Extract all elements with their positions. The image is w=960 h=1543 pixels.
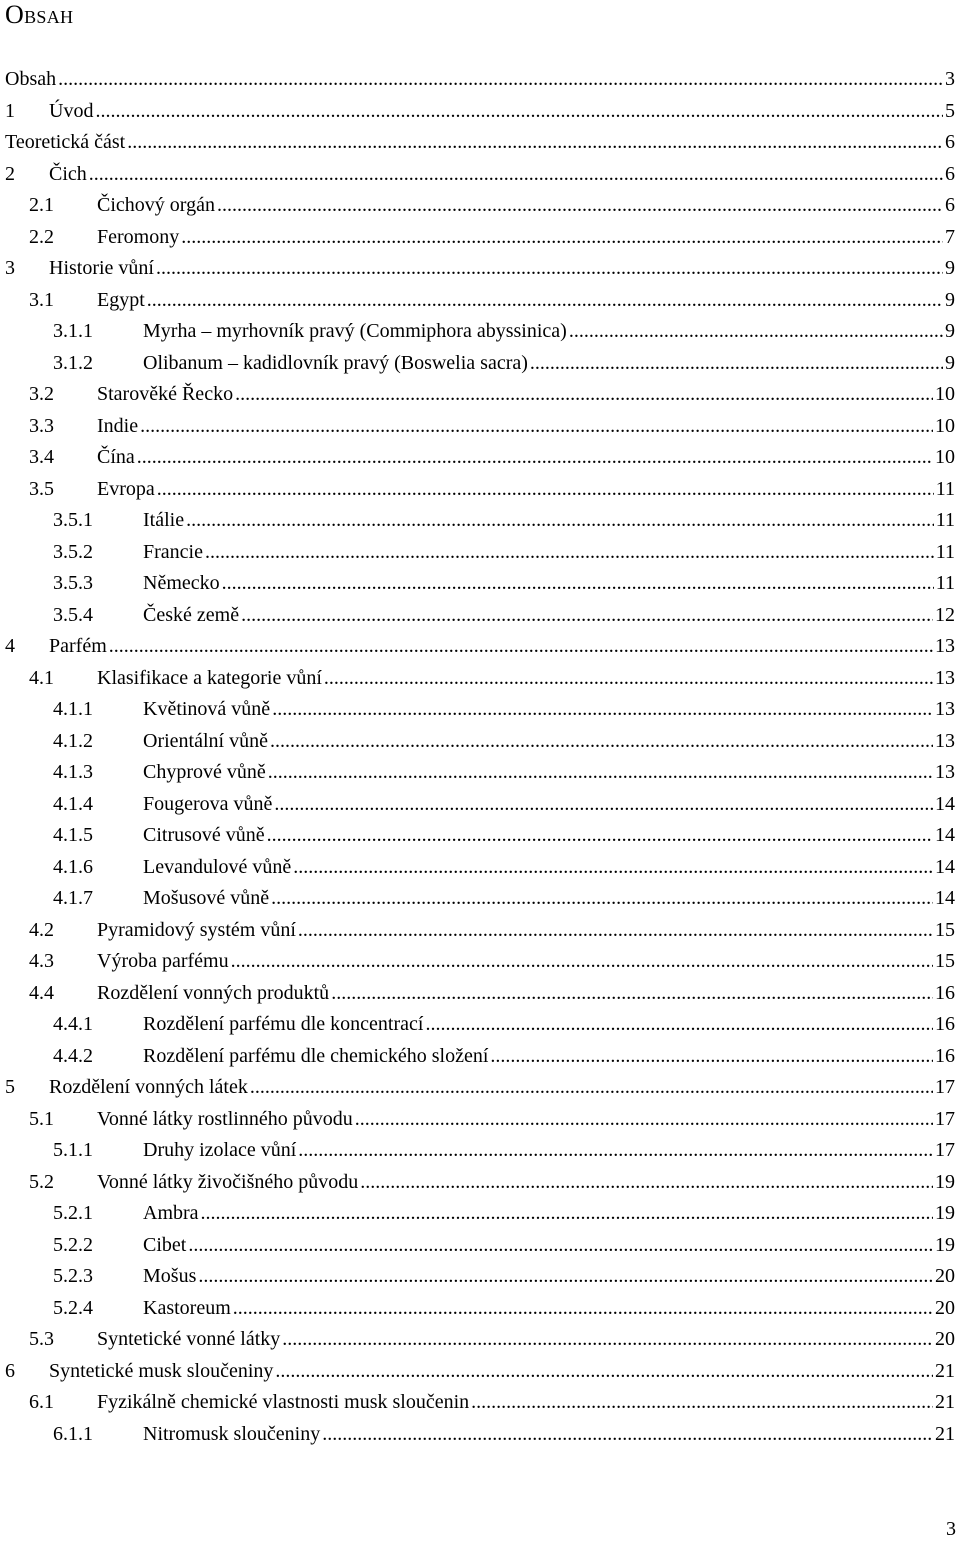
toc-entry-page: 11 <box>935 477 955 500</box>
toc-entry-title[interactable]: Cibet <box>143 1233 187 1256</box>
page-number: 3 <box>946 1518 956 1540</box>
toc-entry-page: 10 <box>935 383 955 405</box>
toc-entry-title[interactable]: Syntetické vonné látky <box>97 1328 281 1350</box>
dot-leader <box>201 1198 933 1230</box>
toc-entry[interactable] <box>0 474 960 506</box>
toc-entry-title[interactable]: Květinová vůně <box>143 698 271 720</box>
toc-entry[interactable] <box>0 1230 960 1262</box>
toc-entry-line <box>143 1293 955 1325</box>
toc-entry-line <box>97 1167 955 1199</box>
toc-entry-page: 7 <box>945 225 955 248</box>
toc-entry-line <box>143 820 955 852</box>
dot-leader <box>95 96 943 128</box>
toc-entry-title[interactable]: Vonné látky rostlinného původu <box>97 1107 353 1130</box>
dot-leader <box>271 883 933 915</box>
toc-entry-page: 13 <box>935 761 955 783</box>
toc-entry[interactable] <box>0 127 960 159</box>
toc-entry-line <box>97 442 955 474</box>
toc-entry-line <box>143 316 955 348</box>
dot-leader <box>272 694 933 726</box>
toc-entry-title[interactable]: Mošus <box>143 1265 197 1287</box>
toc-entry-line <box>97 1387 955 1419</box>
toc-entry-number: 3.1.2 <box>53 351 93 374</box>
toc-entry[interactable] <box>0 663 960 695</box>
toc-entry[interactable] <box>0 820 960 852</box>
toc-entry-title[interactable]: Rozdělení vonných látek <box>49 1076 248 1098</box>
toc-entry-page: 11 <box>935 509 955 531</box>
toc-entry-page: 13 <box>935 729 955 752</box>
toc-entry-page: 21 <box>935 1422 955 1445</box>
toc-entry[interactable] <box>0 883 960 915</box>
toc-entry-title[interactable]: Německo <box>143 572 220 594</box>
toc-entry-page: 10 <box>935 446 955 468</box>
dot-leader <box>137 442 933 474</box>
dot-leader <box>188 1230 933 1262</box>
dot-leader <box>569 316 943 348</box>
toc-entry-line <box>5 127 955 159</box>
toc-entry-line <box>143 757 955 789</box>
toc-entry-title[interactable]: Kastoreum <box>143 1296 231 1319</box>
dot-leader <box>324 663 933 695</box>
toc-entry-number: 6 <box>5 1359 15 1382</box>
toc-entry[interactable] <box>0 1356 960 1388</box>
toc-entry[interactable] <box>0 978 960 1010</box>
toc-entry-title[interactable]: Vonné látky živočišného původu <box>97 1170 359 1193</box>
toc-entry[interactable] <box>0 1072 960 1104</box>
toc-entry-line <box>143 883 955 915</box>
toc-entry-page: 19 <box>935 1202 955 1224</box>
toc-entry-number: 2 <box>5 162 15 185</box>
toc-entry-title[interactable]: Historie vůní <box>49 257 154 279</box>
toc-entry-page: 17 <box>935 1076 955 1098</box>
toc-entry-line <box>143 789 955 821</box>
toc-entry-page: 14 <box>935 824 955 846</box>
toc-entry-title[interactable]: Indie <box>97 414 139 437</box>
toc-entry-title[interactable]: Evropa <box>97 477 155 500</box>
toc-entry-number: 3.5.2 <box>53 540 93 563</box>
toc-entry-line <box>49 253 955 285</box>
toc-entry-page: 6 <box>945 194 955 216</box>
toc-entry-line <box>143 1419 955 1451</box>
toc-entry-number: 3 <box>5 257 15 279</box>
dot-leader <box>186 505 934 537</box>
toc-entry-title[interactable]: Ambra <box>143 1202 199 1224</box>
toc-entry-line <box>97 190 955 222</box>
toc-entry[interactable] <box>0 852 960 884</box>
toc-entry-line <box>97 474 955 506</box>
dot-leader <box>298 1135 933 1167</box>
toc-entry-number: 4.1 <box>29 666 54 689</box>
dot-leader <box>274 789 933 821</box>
toc-entry-page: 5 <box>945 99 955 122</box>
toc-entry-title[interactable]: Egypt <box>97 288 145 311</box>
toc-entry-title[interactable]: Mošusové vůně <box>143 887 270 909</box>
dot-leader <box>156 253 943 285</box>
toc-entry-line <box>49 1356 955 1388</box>
toc-entry-line <box>143 1230 955 1262</box>
toc-entry-number: 5.2.2 <box>53 1233 93 1256</box>
toc-entry-number: 5 <box>5 1076 15 1098</box>
toc-entry[interactable] <box>0 1041 960 1073</box>
toc-entry-number: 4.4 <box>29 981 54 1004</box>
toc-entry-number: 3.5 <box>29 477 54 500</box>
toc-entry-page: 19 <box>935 1233 955 1256</box>
toc-entry-number: 3.4 <box>29 446 54 468</box>
toc-entry-page: 12 <box>935 603 955 626</box>
toc-entry-number: 4.2 <box>29 918 54 941</box>
toc-entry-title[interactable]: Čich <box>49 162 87 185</box>
toc-entry-number: 3.5.1 <box>53 509 93 531</box>
toc-entry-line <box>49 631 955 663</box>
toc-entry[interactable] <box>0 789 960 821</box>
toc-entry-line <box>97 978 955 1010</box>
toc-entry-line <box>143 1135 955 1167</box>
toc-entry-line <box>97 379 955 411</box>
dot-leader <box>471 1387 933 1419</box>
toc-entry[interactable] <box>0 915 960 947</box>
toc-entry[interactable] <box>0 96 960 128</box>
toc-entry[interactable] <box>0 1419 960 1451</box>
toc-entry-page: 15 <box>935 918 955 941</box>
toc-entry[interactable] <box>0 411 960 443</box>
toc-entry-number: 4.3 <box>29 950 54 972</box>
toc-entry-line <box>97 946 955 978</box>
toc-entry[interactable] <box>0 316 960 348</box>
toc-entry-number: 4.1.1 <box>53 698 93 720</box>
toc-entry-number: 5.1 <box>29 1107 54 1130</box>
toc-entry-page: 9 <box>945 288 955 311</box>
toc-entry[interactable] <box>0 1198 960 1230</box>
toc-entry-page: 14 <box>935 855 955 878</box>
toc-entry-line <box>143 348 955 380</box>
dot-leader <box>235 379 933 411</box>
toc-entry[interactable] <box>0 348 960 380</box>
toc-entry-title[interactable]: Starověké Řecko <box>97 383 234 405</box>
toc-entry[interactable] <box>0 1387 960 1419</box>
toc-entry-line <box>143 537 955 569</box>
toc-entry[interactable] <box>0 379 960 411</box>
toc-entry-page: 9 <box>945 351 955 374</box>
toc-entry-page: 20 <box>935 1265 955 1287</box>
toc-entry-line <box>97 411 955 443</box>
toc-entry-line <box>97 915 955 947</box>
toc-entry[interactable] <box>0 631 960 663</box>
toc-entry-number: 4.1.2 <box>53 729 93 752</box>
toc-entry-title[interactable]: Syntetické musk sloučeniny <box>49 1359 274 1382</box>
toc-entry[interactable] <box>0 159 960 191</box>
toc-entry-page: 13 <box>935 666 955 689</box>
toc-entry[interactable] <box>0 694 960 726</box>
dot-leader <box>298 915 933 947</box>
toc-entry-page: 10 <box>935 414 955 437</box>
toc-entry-title[interactable]: Citrusové vůně <box>143 824 265 846</box>
toc-entry-title[interactable]: Obsah <box>5 68 57 90</box>
dot-leader <box>270 726 933 758</box>
toc-entry-title[interactable]: Fyzikálně chemické vlastnosti musk sloučenin <box>97 1391 470 1413</box>
toc-entry-line <box>97 1104 955 1136</box>
toc-entry[interactable] <box>0 222 960 254</box>
toc-entry[interactable] <box>0 568 960 600</box>
toc-entry-title[interactable]: Olibanum – kadidlovník pravý (Boswelia sacra) <box>143 351 528 374</box>
toc-entry-page: 17 <box>935 1139 955 1161</box>
toc-entry-title[interactable]: Teoretická část <box>5 131 126 153</box>
toc-entry-number: 3.1 <box>29 288 54 311</box>
toc-entry-number: 4 <box>5 635 15 657</box>
toc-entry-number: 5.2.3 <box>53 1265 93 1287</box>
toc-entry-number: 5.2.1 <box>53 1202 93 1224</box>
toc-entry[interactable] <box>0 190 960 222</box>
toc-entry-page: 14 <box>935 792 955 815</box>
toc-entry-title[interactable]: Nitromusk sloučeniny <box>143 1422 321 1445</box>
toc-entry-line <box>97 663 955 695</box>
toc-entry-title[interactable]: Orientální vůně <box>143 729 268 752</box>
toc-entry-title[interactable]: Levandulové vůně <box>143 855 292 878</box>
toc-entry[interactable] <box>0 1261 960 1293</box>
dot-leader <box>267 820 933 852</box>
toc-entry[interactable] <box>0 1324 960 1356</box>
toc-entry-number: 2.1 <box>29 194 54 216</box>
toc-entry-page: 21 <box>935 1359 955 1382</box>
toc-entry[interactable] <box>0 505 960 537</box>
toc-entry-line <box>143 600 955 632</box>
toc-entry-page: 11 <box>935 540 955 563</box>
dot-leader <box>268 757 933 789</box>
dot-leader <box>157 474 934 506</box>
toc-entry-number: 1 <box>5 99 15 122</box>
dot-leader <box>217 190 943 222</box>
toc-entry-title[interactable]: Fougerova vůně <box>143 792 273 815</box>
toc-entry-page: 20 <box>935 1296 955 1319</box>
toc-entry-page: 13 <box>935 698 955 720</box>
toc-entry-title[interactable]: Chyprové vůně <box>143 761 266 783</box>
toc-entry[interactable] <box>0 1009 960 1041</box>
toc-entry-number: 2.2 <box>29 225 54 248</box>
dot-leader <box>322 1419 933 1451</box>
toc-entry[interactable] <box>0 946 960 978</box>
toc-entry-number: 4.1.7 <box>53 887 93 909</box>
toc-entry-page: 16 <box>935 1044 955 1067</box>
toc-entry-line <box>97 285 955 317</box>
dot-leader <box>222 568 934 600</box>
dot-leader <box>530 348 943 380</box>
toc-entry-line <box>49 159 955 191</box>
toc-entry-number: 3.2 <box>29 383 54 405</box>
dot-leader <box>233 1293 933 1325</box>
toc-entry[interactable] <box>0 253 960 285</box>
toc-entry-page: 19 <box>935 1170 955 1193</box>
toc-entry-page: 16 <box>935 1013 955 1035</box>
toc-entry[interactable] <box>0 537 960 569</box>
toc-entry-line <box>143 694 955 726</box>
toc-entry[interactable] <box>0 285 960 317</box>
toc-entry[interactable] <box>0 64 960 96</box>
dot-leader <box>198 1261 933 1293</box>
toc-entry-number: 5.3 <box>29 1328 54 1350</box>
toc-entry-line <box>49 1072 955 1104</box>
dot-leader <box>147 285 943 317</box>
dot-leader <box>89 159 943 191</box>
toc-entry-line <box>49 96 955 128</box>
toc-entry-number: 4.1.4 <box>53 792 93 815</box>
toc-entry-number: 5.2 <box>29 1170 54 1193</box>
toc-entry-title[interactable]: Druhy izolace vůní <box>143 1139 297 1161</box>
toc-entry-title[interactable]: Itálie <box>143 509 185 531</box>
toc-entry[interactable] <box>0 1104 960 1136</box>
toc-entry-title[interactable]: Rozdělení parfému dle chemického složení <box>143 1044 489 1067</box>
toc-entry-line <box>143 505 955 537</box>
toc-entry-title[interactable]: Parfém <box>49 635 107 657</box>
toc-entry-page: 6 <box>945 131 955 153</box>
toc-entry-page: 9 <box>945 320 955 342</box>
toc-entry-number: 4.4.2 <box>53 1044 93 1067</box>
toc-entry-line <box>143 1198 955 1230</box>
toc-entry-number: 5.2.4 <box>53 1296 93 1319</box>
toc-entry-page: 15 <box>935 950 955 972</box>
toc-entry-line <box>143 1041 955 1073</box>
dot-leader <box>181 222 943 254</box>
toc-entry-title[interactable]: Francie <box>143 540 203 563</box>
toc-entry-page: 6 <box>945 162 955 185</box>
toc-entry-number: 4.4.1 <box>53 1013 93 1035</box>
toc-entry-page: 16 <box>935 981 955 1004</box>
toc-entry[interactable] <box>0 600 960 632</box>
toc-entry-page: 11 <box>935 572 955 594</box>
toc-entry-page: 14 <box>935 887 955 909</box>
toc-entry-number: 6.1.1 <box>53 1422 93 1445</box>
dot-leader <box>250 1072 933 1104</box>
toc-entry-page: 20 <box>935 1328 955 1350</box>
toc-entry-number: 3.1.1 <box>53 320 93 342</box>
dot-leader <box>109 631 933 663</box>
toc-entry-page: 9 <box>945 257 955 279</box>
toc-entry-line <box>143 568 955 600</box>
toc-entry-title[interactable]: Feromony <box>97 225 180 248</box>
toc-entry-line <box>97 222 955 254</box>
toc-entry-page: 21 <box>935 1391 955 1413</box>
toc-entry[interactable] <box>0 1135 960 1167</box>
toc-entry-line <box>143 1261 955 1293</box>
dot-leader <box>490 1041 933 1073</box>
toc-entry-title[interactable]: Rozdělení parfému dle koncentrací <box>143 1013 424 1035</box>
toc-entry-title[interactable]: Rozdělení vonných produktů <box>97 981 330 1004</box>
dot-leader <box>293 852 933 884</box>
dot-leader <box>425 1009 933 1041</box>
toc-entry-title[interactable]: České země <box>143 603 240 626</box>
toc-entry[interactable] <box>0 726 960 758</box>
dot-leader <box>275 1356 933 1388</box>
toc-entry-page: 17 <box>935 1107 955 1130</box>
toc-entry-page: 13 <box>935 635 955 657</box>
toc-entry[interactable] <box>0 442 960 474</box>
dot-leader <box>127 127 943 159</box>
toc-entry-title[interactable]: Klasifikace a kategorie vůní <box>97 666 322 689</box>
toc-entry-title[interactable]: Úvod <box>49 99 94 122</box>
toc-entry-line <box>143 726 955 758</box>
toc-entry-line <box>97 1324 955 1356</box>
toc-entry-number: 4.1.5 <box>53 824 93 846</box>
toc-entry-title[interactable]: Čichový orgán <box>97 194 215 216</box>
dot-leader <box>331 978 933 1010</box>
dot-leader <box>355 1104 933 1136</box>
toc-entry-line <box>5 64 955 96</box>
toc-entry-number: 3.3 <box>29 414 54 437</box>
toc-entry[interactable] <box>0 1293 960 1325</box>
dot-leader <box>231 946 933 978</box>
toc-entry-title[interactable]: Pyramidový systém vůní <box>97 918 296 941</box>
toc-entry-number: 4.1.6 <box>53 855 93 878</box>
toc-entry-title[interactable]: Výroba parfému <box>97 950 229 972</box>
toc-entry[interactable] <box>0 1167 960 1199</box>
toc-entry-number: 6.1 <box>29 1391 54 1413</box>
toc-entry-number: 3.5.3 <box>53 572 93 594</box>
dot-leader <box>58 64 943 96</box>
toc-entry-number: 4.1.3 <box>53 761 93 783</box>
dot-leader <box>282 1324 933 1356</box>
toc-entry-number: 5.1.1 <box>53 1139 93 1161</box>
toc-entry-page: 3 <box>945 68 955 90</box>
toc-entry-line <box>143 852 955 884</box>
page-title: Obsah <box>5 0 74 29</box>
dot-leader <box>140 411 933 443</box>
toc-entry[interactable] <box>0 757 960 789</box>
toc-entry-number: 3.5.4 <box>53 603 93 626</box>
dot-leader <box>241 600 933 632</box>
dot-leader <box>360 1167 933 1199</box>
dot-leader <box>205 537 934 569</box>
toc-entry-title[interactable]: Čína <box>97 446 135 468</box>
toc-entry-line <box>143 1009 955 1041</box>
toc-entry-title[interactable]: Myrha – myrhovník pravý (Commiphora abyssinica) <box>143 320 567 342</box>
